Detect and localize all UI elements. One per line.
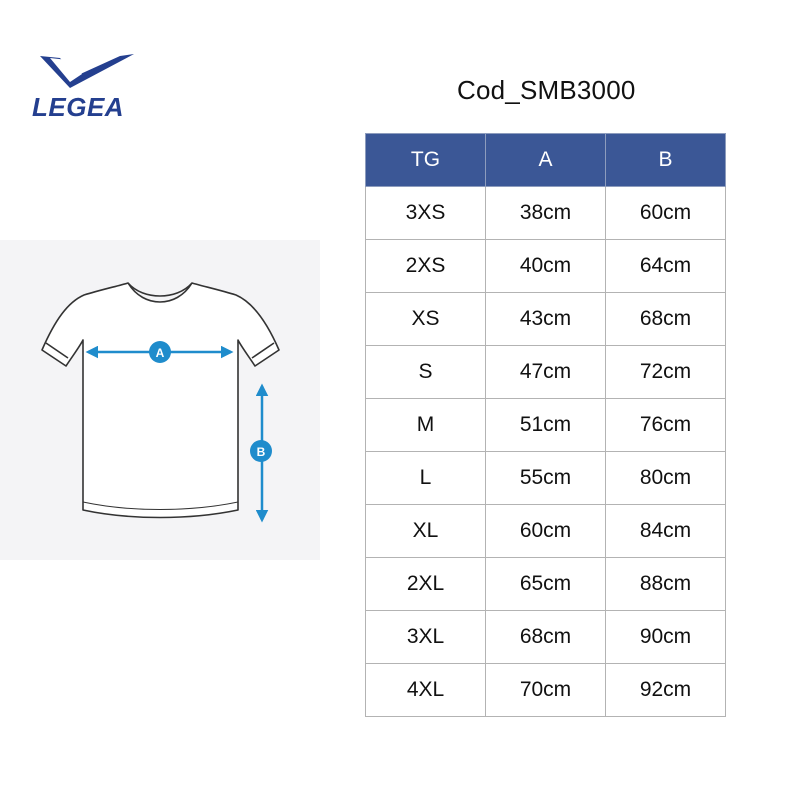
marker-a-label: A <box>155 346 165 360</box>
header-cell-size: TG <box>366 134 486 187</box>
measure-a-cell: 51cm <box>486 399 606 452</box>
legea-swoosh-logo-icon <box>36 52 140 94</box>
size-cell: 3XS <box>366 187 486 240</box>
marker-b-label: B <box>256 445 266 459</box>
tshirt-measurement-diagram <box>0 240 320 560</box>
measure-b-cell: 76cm <box>606 399 726 452</box>
measure-a-cell: 55cm <box>486 452 606 505</box>
size-cell: S <box>366 346 486 399</box>
measure-b-cell: 84cm <box>606 505 726 558</box>
table-row <box>366 452 726 505</box>
size-cell: 2XL <box>366 558 486 611</box>
measure-b-cell: 92cm <box>606 664 726 717</box>
table-row <box>366 611 726 664</box>
measure-a-cell: 47cm <box>486 346 606 399</box>
measure-a-cell: 65cm <box>486 558 606 611</box>
size-cell: M <box>366 399 486 452</box>
measure-b-cell: 64cm <box>606 240 726 293</box>
measure-b-cell: 72cm <box>606 346 726 399</box>
size-cell: XL <box>366 505 486 558</box>
table-row <box>366 558 726 611</box>
measure-a-cell: 38cm <box>486 187 606 240</box>
measure-a-cell: 68cm <box>486 611 606 664</box>
table-header-row <box>366 134 726 187</box>
size-cell: XS <box>366 293 486 346</box>
header-cell-a: A <box>486 134 606 187</box>
table-row <box>366 505 726 558</box>
size-chart-table <box>365 133 726 717</box>
size-cell: L <box>366 452 486 505</box>
brand-name: LEGEA <box>32 92 125 122</box>
measure-a-cell: 40cm <box>486 240 606 293</box>
header-cell-b: B <box>606 134 726 187</box>
measure-b-cell: 80cm <box>606 452 726 505</box>
measure-b-cell: 88cm <box>606 558 726 611</box>
product-code: Cod_SMB3000 <box>457 75 636 105</box>
table-row <box>366 293 726 346</box>
measure-b-cell: 90cm <box>606 611 726 664</box>
table-row <box>366 664 726 717</box>
measure-b-cell: 60cm <box>606 187 726 240</box>
size-cell: 2XS <box>366 240 486 293</box>
size-cell: 4XL <box>366 664 486 717</box>
tshirt-outline-icon <box>42 283 279 518</box>
table-row <box>366 399 726 452</box>
measure-a-cell: 43cm <box>486 293 606 346</box>
measure-b-cell: 68cm <box>606 293 726 346</box>
table-row <box>366 187 726 240</box>
measure-b-arrow <box>250 386 272 520</box>
table-row <box>366 346 726 399</box>
measure-a-cell: 70cm <box>486 664 606 717</box>
table-row <box>366 240 726 293</box>
size-cell: 3XL <box>366 611 486 664</box>
measure-a-cell: 60cm <box>486 505 606 558</box>
brand-logo <box>30 52 146 122</box>
